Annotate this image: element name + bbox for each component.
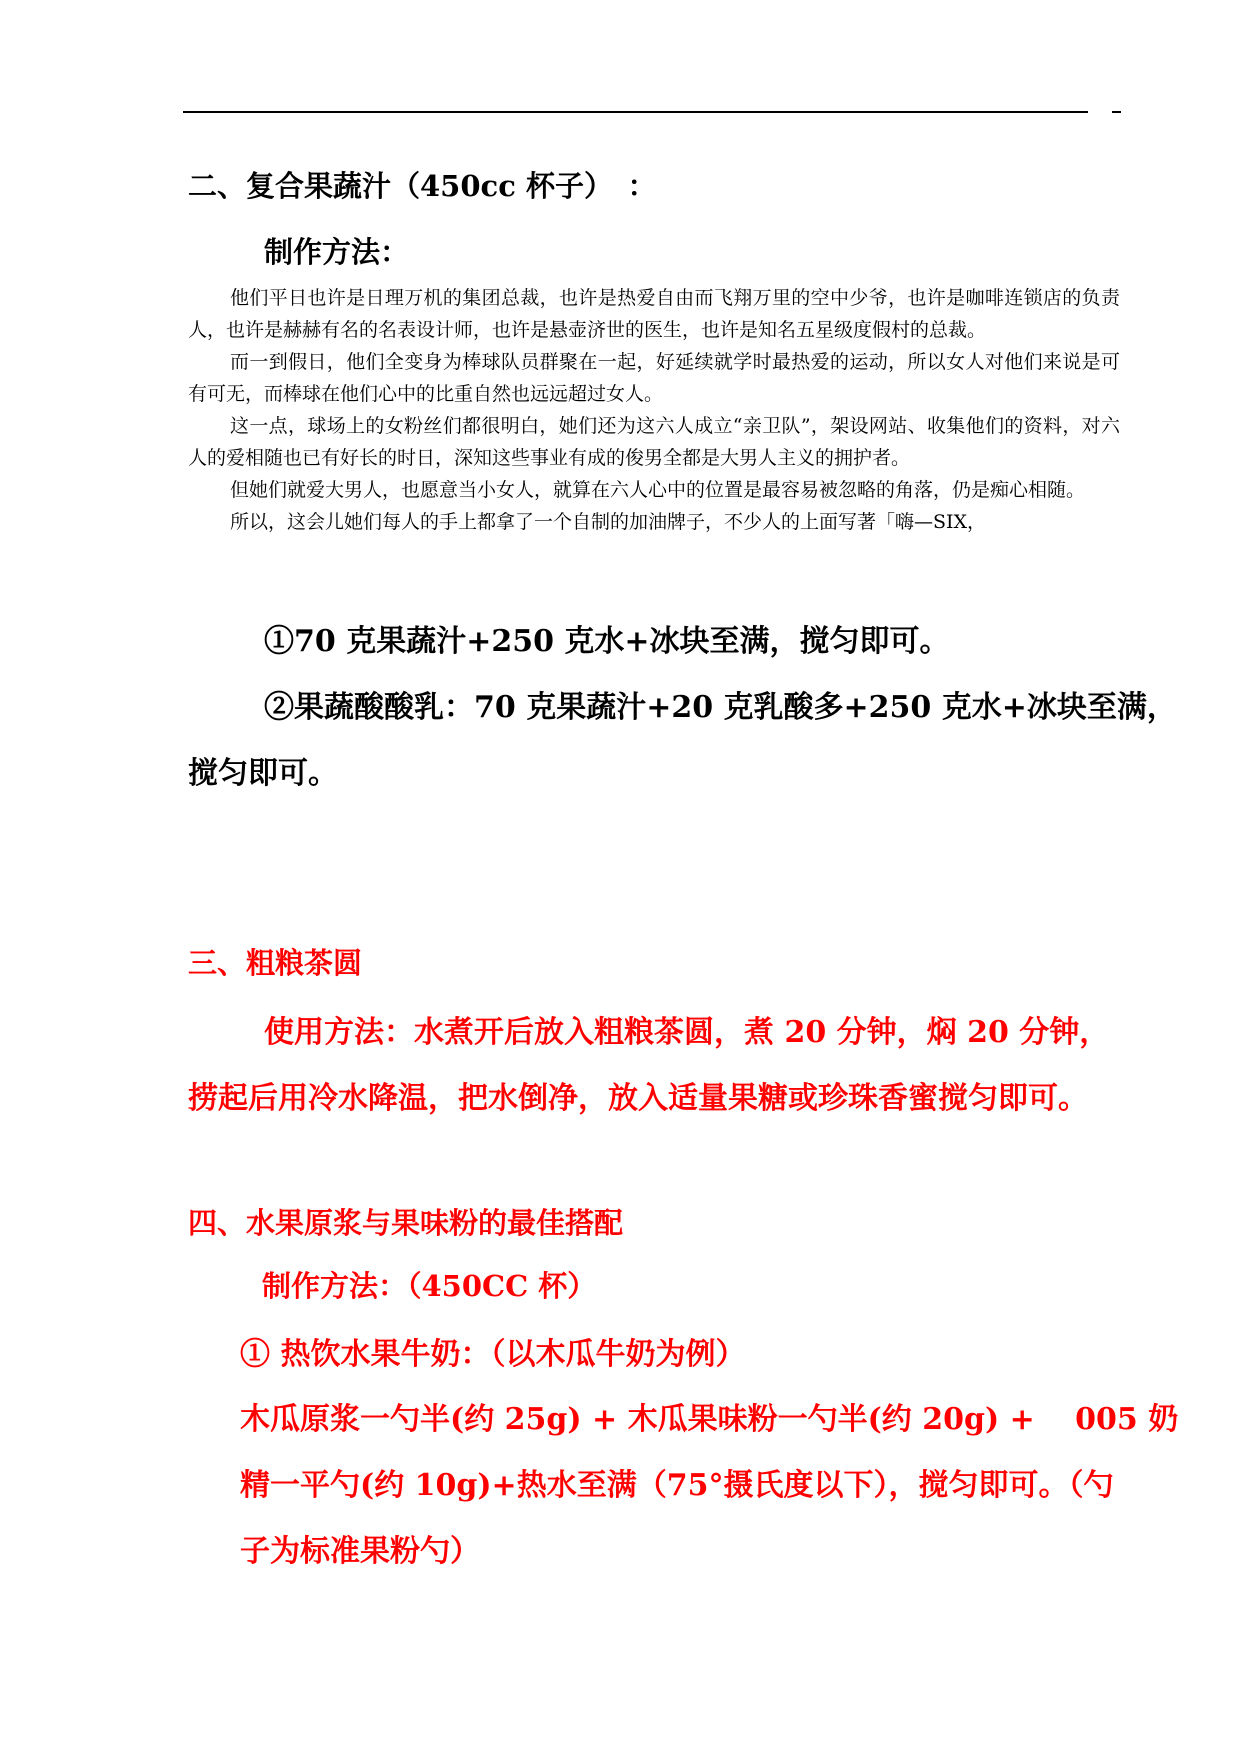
body-paragraph-1: 他们平日也许是日理万机的集团总裁，也许是热爱自由而飞翔万里的空中少爷，也许是咖啡连锁店的负责人，也许是赫赫有名的名表设计师，也许是悬壶济世的医生，也许是知名五星级度假村的总裁。 [188,287,1120,341]
section4-item1-line1: 木瓜原浆一勺半(约 25g) + 木瓜果味粉一勺半(约 20g) + 005 奶 [240,1402,1179,1437]
section2-body [188,282,1120,538]
section2-method-label: 制作方法： [264,235,410,269]
body-paragraph-2: 而一到假日，他们全变身为棒球队员群聚在一起，好延续就学时最热爱的运动，所以女人对他们来说是可有可无，而棒球在他们心中的比重自然也远远超过女人。 [188,351,1120,405]
section2-step2-line1: ②果蔬酸酸乳：70 克果蔬汁+20 克乳酸多+250 克水+冰块至满， [264,690,1177,725]
section4-title: 四、水果原浆与果味粉的最佳搭配 [188,1206,624,1240]
section3-line1: 使用方法：水煮开后放入粗粮茶圆，煮 20 分钟，焖 20 分钟， [264,1015,1110,1050]
section2-title: 二、复合果蔬汁（450cc 杯子） ： [188,169,657,203]
section4-item1-line3: 子为标准果粉勺） [240,1534,480,1569]
body-paragraph-4: 但她们就爱大男人，也愿意当小女人，就算在六人心中的位置是最容易被忽略的角落，仍是痴心相随。 [230,479,1086,501]
body-paragraph-3: 这一点，球场上的女粉丝们都很明白，她们还为这六人成立“亲卫队”，架设网站、收集他们的资料，对六人的爱相随也已有好长的时日，深知这些事业有成的俊男全都是大男人主义的拥护者。 [188,415,1120,469]
body-paragraph-5: 所以，这会儿她们每人的手上都拿了一个自制的加油牌子，不少人的上面写著「嗨—SIX， [230,511,987,533]
section3-line2: 捞起后用冷水降温，把水倒净，放入适量果糖或珍珠香蜜搅匀即可。 [188,1081,1088,1116]
section4-item1-line2: 精一平勺(约 10g)+热水至满（75°摄氏度以下），搅匀即可。（勺 [240,1468,1114,1503]
section2-step2-line2: 搅匀即可。 [188,756,338,791]
section4-item1-title: ① 热饮水果牛奶：（以木瓜牛奶为例） [240,1337,746,1372]
section3-title: 三、粗粮茶圆 [188,946,363,980]
header-dash [1112,111,1121,113]
section4-method-label: 制作方法：（450CC 杯） [262,1269,597,1303]
section2-step1: ①70 克果蔬汁+250 克水+冰块至满，搅匀即可。 [264,624,950,659]
header-rule [183,111,1088,113]
